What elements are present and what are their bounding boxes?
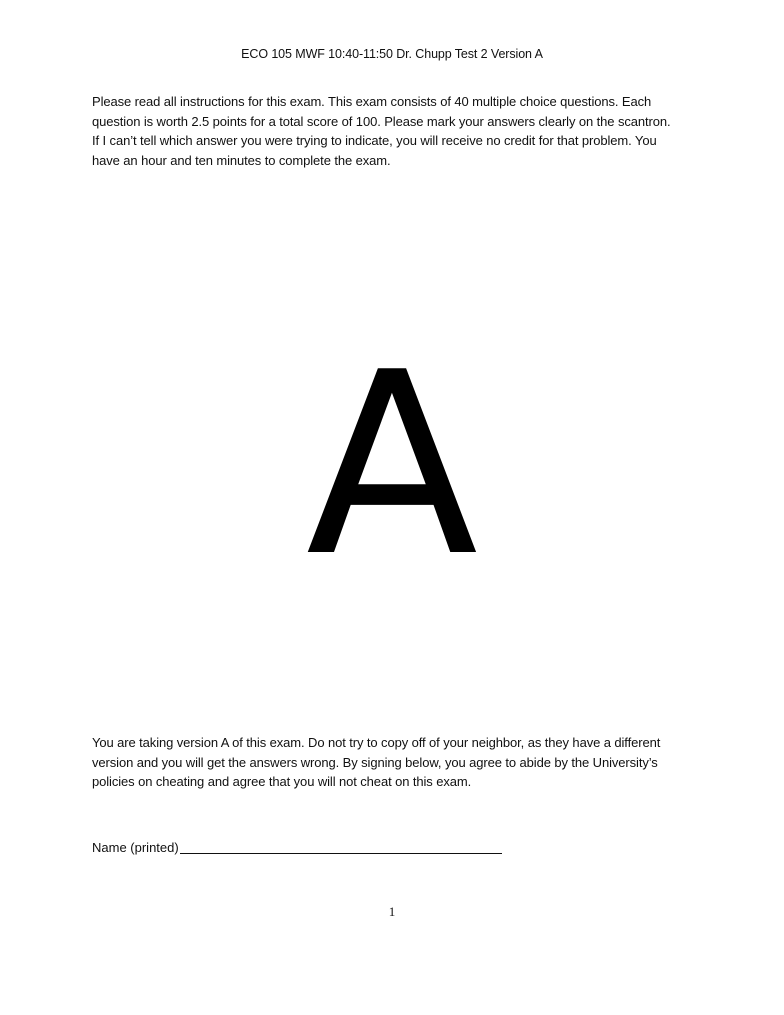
page-number: 1 — [388, 904, 396, 919]
exam-header: ECO 105 MWF 10:40-11:50 Dr. Chupp Test 2 Version A — [241, 47, 543, 61]
instructions-line: If I can’t tell which answer you were trying to indicate, you will receive no credit for that problem. You — [92, 133, 657, 148]
warning-line: version and you will get the answers wrong. By signing below, you agree to abide by the University’s — [92, 754, 658, 770]
instructions-line: question is worth 2.5 points for a total score of 100. Please mark your answers clearly on the scantron. — [92, 113, 671, 129]
cheating-warning-paragraph — [92, 733, 692, 792]
name-field-row — [92, 838, 502, 857]
instructions-line: Please read all instructions for this exam. This exam consists of 40 multiple choice questions. Each — [92, 94, 652, 109]
name-field-label: Name (printed) — [92, 840, 179, 855]
warning-line: You are taking version A of this exam. Do not try to copy off of your neighbor, as they have a different — [92, 735, 661, 750]
version-letter: A — [305, 319, 479, 612]
name-signature-line — [180, 839, 502, 854]
instructions-line: have an hour and ten minutes to complete the exam. — [92, 152, 391, 168]
instructions-paragraph — [92, 92, 692, 170]
warning-line: policies on cheating and agree that you will not cheat on this exam. — [92, 774, 472, 789]
